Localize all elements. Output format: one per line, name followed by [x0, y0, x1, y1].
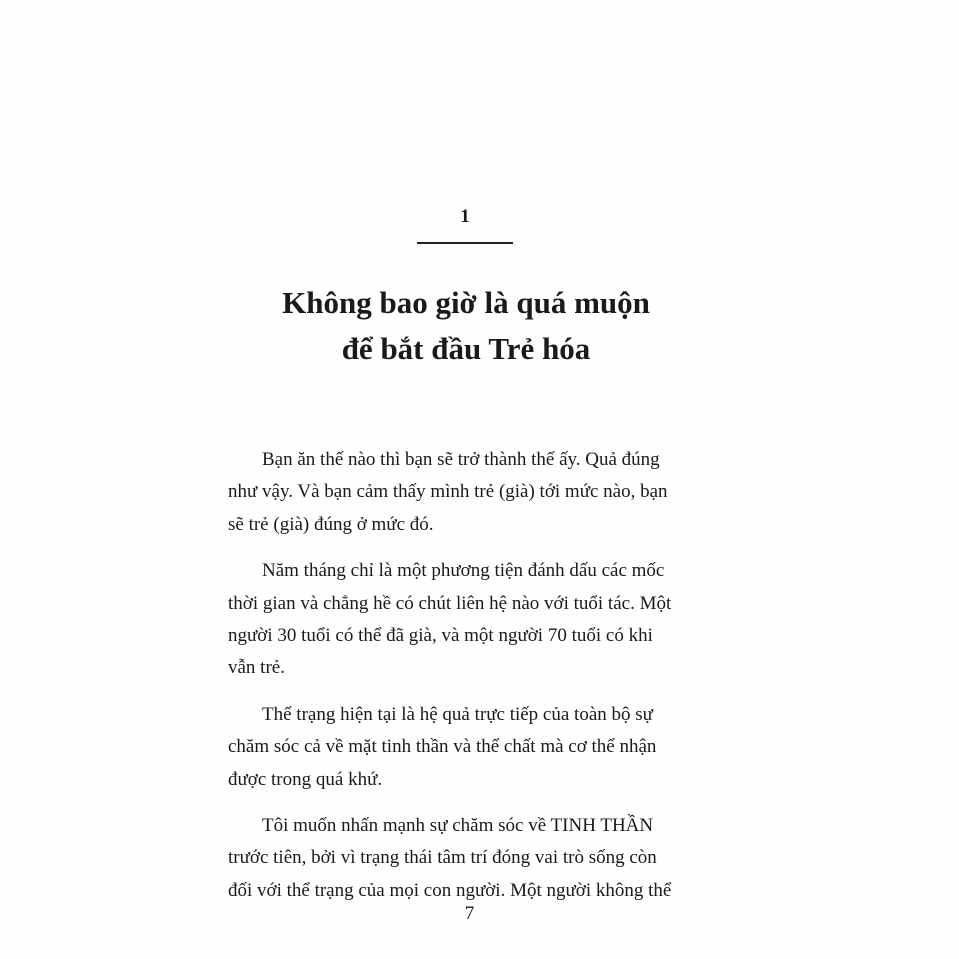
text-line: vẫn trẻ.: [228, 657, 285, 679]
text-line: thời gian và chẳng hề có chút liên hệ nào với tuổi tác. Một: [228, 592, 672, 614]
paragraph: [228, 810, 708, 907]
text-line: Năm tháng chỉ là một phương tiện đánh dấu các mốc: [262, 560, 665, 582]
chapter-number: 1: [460, 206, 470, 227]
text-line: Tôi muốn nhấn mạnh sự chăm sóc về TINH THẦN: [262, 815, 654, 837]
page-number: 7: [464, 903, 475, 924]
text-line: sẽ trẻ (già) đúng ở mức đó.: [228, 513, 434, 535]
text-line: được trong quá khứ.: [228, 768, 383, 790]
text-line: trước tiên, bởi vì trạng thái tâm trí đóng vai trò sống còn: [228, 847, 657, 869]
text-line: chăm sóc cả về mặt tinh thần và thể chất mà cơ thể nhận: [228, 736, 657, 758]
chapter-title-line: để bắt đầu Trẻ hóa: [341, 331, 591, 366]
text-line: Bạn ăn thế nào thì bạn sẽ trở thành thế ấy. Quả đúng: [262, 449, 660, 470]
paragraph: [228, 555, 708, 685]
paragraph: [228, 699, 708, 796]
body-text: [228, 444, 708, 921]
chapter-title: [0, 280, 932, 372]
text-line: như vậy. Và bạn cảm thấy mình trẻ (già) tới mức nào, bạn: [228, 481, 668, 503]
text-line: người 30 tuổi có thể đã già, và một người 70 tuổi có khi: [228, 625, 653, 647]
chapter-title-line: Không bao giờ là quá muộn: [282, 285, 650, 320]
chapter-divider: [417, 242, 513, 244]
paragraph: [228, 444, 708, 541]
text-line: đối với thể trạng của mọi con người. Một người không thể: [228, 879, 672, 901]
text-line: Thể trạng hiện tại là hệ quả trực tiếp của toàn bộ sự: [262, 703, 653, 725]
